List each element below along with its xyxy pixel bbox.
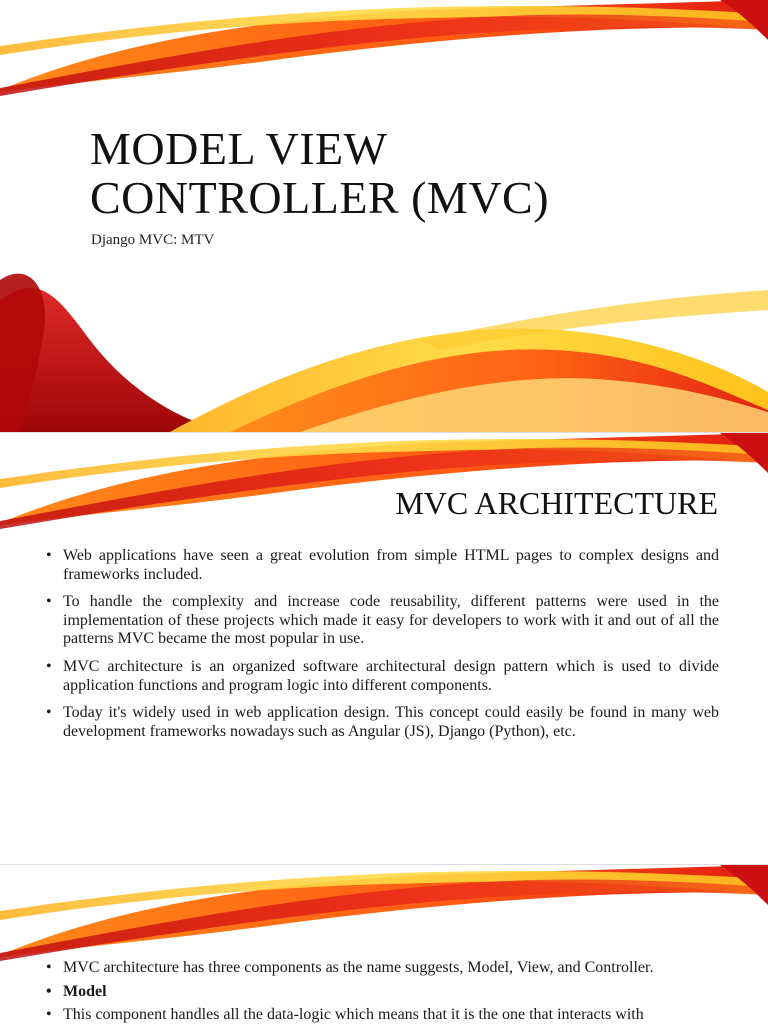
list-item: • This component handles all the data-logic which means that it is the one that interacts with — [46, 1006, 719, 1025]
list-item-model-heading: • Model — [46, 983, 719, 1002]
bullet-list — [46, 547, 719, 750]
list-item: • MVC architecture is an organized software architectural design pattern which is used to divide application functions and program logic into different components. — [46, 658, 719, 695]
title-line-1: MODEL VIEW — [90, 123, 388, 174]
title-line-2: CONTROLLER (MVC) — [90, 172, 550, 223]
slide-title — [0, 0, 768, 432]
slide-mvc-components — [0, 864, 768, 1025]
list-item: • Today it's widely used in web application design. This concept could easily be found in many web development frameworks nowadays such as Angular (JS), Django (Python), etc. — [46, 704, 719, 741]
slide-mvc-architecture — [0, 432, 768, 865]
slide-title-text — [90, 124, 549, 222]
list-item: • Web applications have seen a great evolution from simple HTML pages to complex designs and frameworks included. — [46, 547, 719, 584]
list-item: • To handle the complexity and increase code reusability, different patterns were used in the implementation of these projects which made it easy for developers to work with it and out of all the patterns MVC became the most popular in use. — [46, 593, 719, 649]
bullet-list — [46, 959, 719, 1025]
slide-heading: MVC ARCHITECTURE — [395, 485, 718, 521]
list-item: • MVC architecture has three components as the name suggests, Model, View, and Controller. — [46, 959, 719, 978]
slide-subtitle: Django MVC: MTV — [91, 232, 215, 248]
